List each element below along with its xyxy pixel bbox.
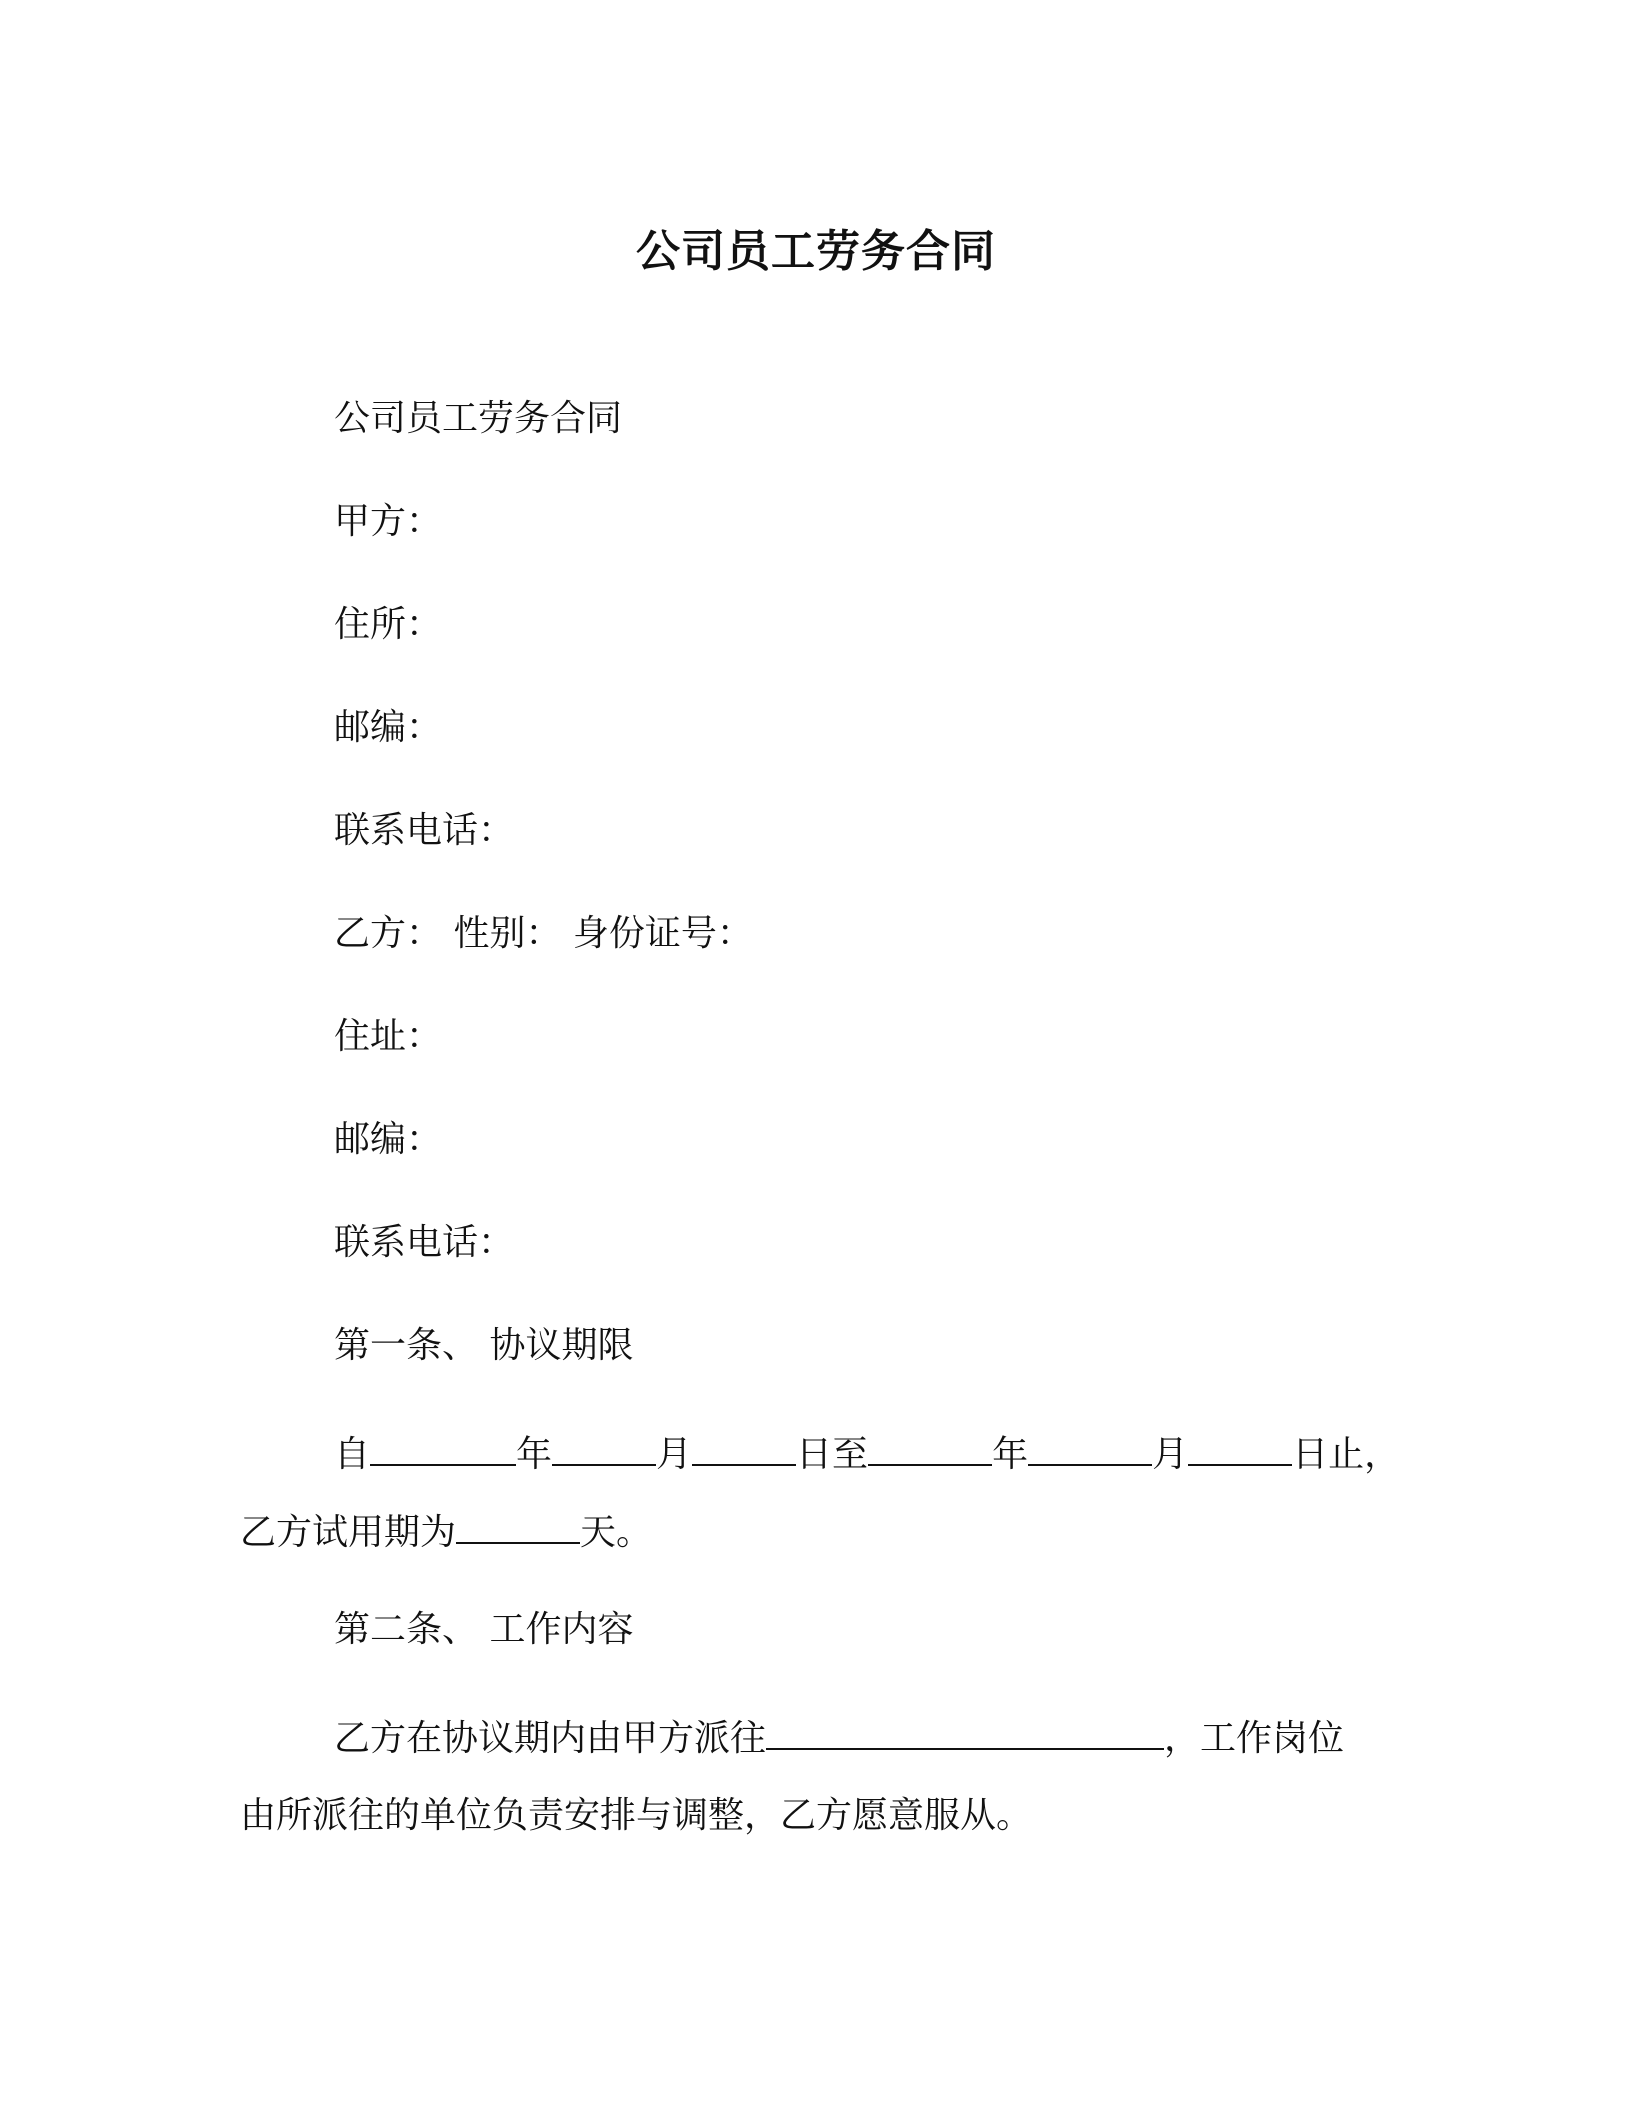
article1-period-line [334,1430,1400,1479]
day-to-label: 日至 [796,1434,869,1475]
article1-heading: 第一条、 协议期限 [334,1325,634,1366]
party-b-phone: 联系电话： [334,1222,515,1263]
party-b-line: 乙方： 性别： 身份证号： [334,913,753,954]
article2-heading: 第二条、 工作内容 [334,1609,634,1650]
article1-trial-line [240,1508,652,1557]
trial-suffix: 天。 [580,1512,653,1553]
day-end-label: 日止， [1292,1434,1401,1475]
period-from-label: 自 [334,1434,371,1475]
dispatch-prefix: 乙方在协议期内由甲方派往 [334,1718,767,1759]
start-month-blank[interactable] [552,1430,656,1466]
contract-subtitle: 公司员工劳务合同 [334,398,623,439]
end-year-blank[interactable] [868,1430,992,1466]
dispatch-suffix: ，工作岗位 [1164,1718,1345,1759]
year-label-2: 年 [992,1434,1029,1475]
document-title: 公司员工劳务合同 [636,226,996,277]
trial-days-blank[interactable] [456,1508,580,1544]
end-day-blank[interactable] [1188,1430,1292,1466]
start-day-blank[interactable] [692,1430,796,1466]
party-a-postcode: 邮编： [334,707,443,748]
end-month-blank[interactable] [1028,1430,1152,1466]
party-a-phone: 联系电话： [334,810,515,851]
article2-body-line [334,1714,1344,1763]
article2-body-cont: 由所派往的单位负责安排与调整，乙方愿意服从。 [240,1795,1033,1836]
year-label: 年 [516,1434,553,1475]
party-b-address: 住址： [334,1016,443,1057]
start-year-blank[interactable] [370,1430,516,1466]
trial-prefix: 乙方试用期为 [240,1512,457,1553]
party-a-address: 住所： [334,604,443,645]
month-label-2: 月 [1152,1434,1189,1475]
dispatch-unit-blank[interactable] [766,1714,1164,1750]
month-label: 月 [656,1434,693,1475]
party-a-label: 甲方： [334,501,443,542]
party-b-postcode: 邮编： [334,1119,443,1160]
